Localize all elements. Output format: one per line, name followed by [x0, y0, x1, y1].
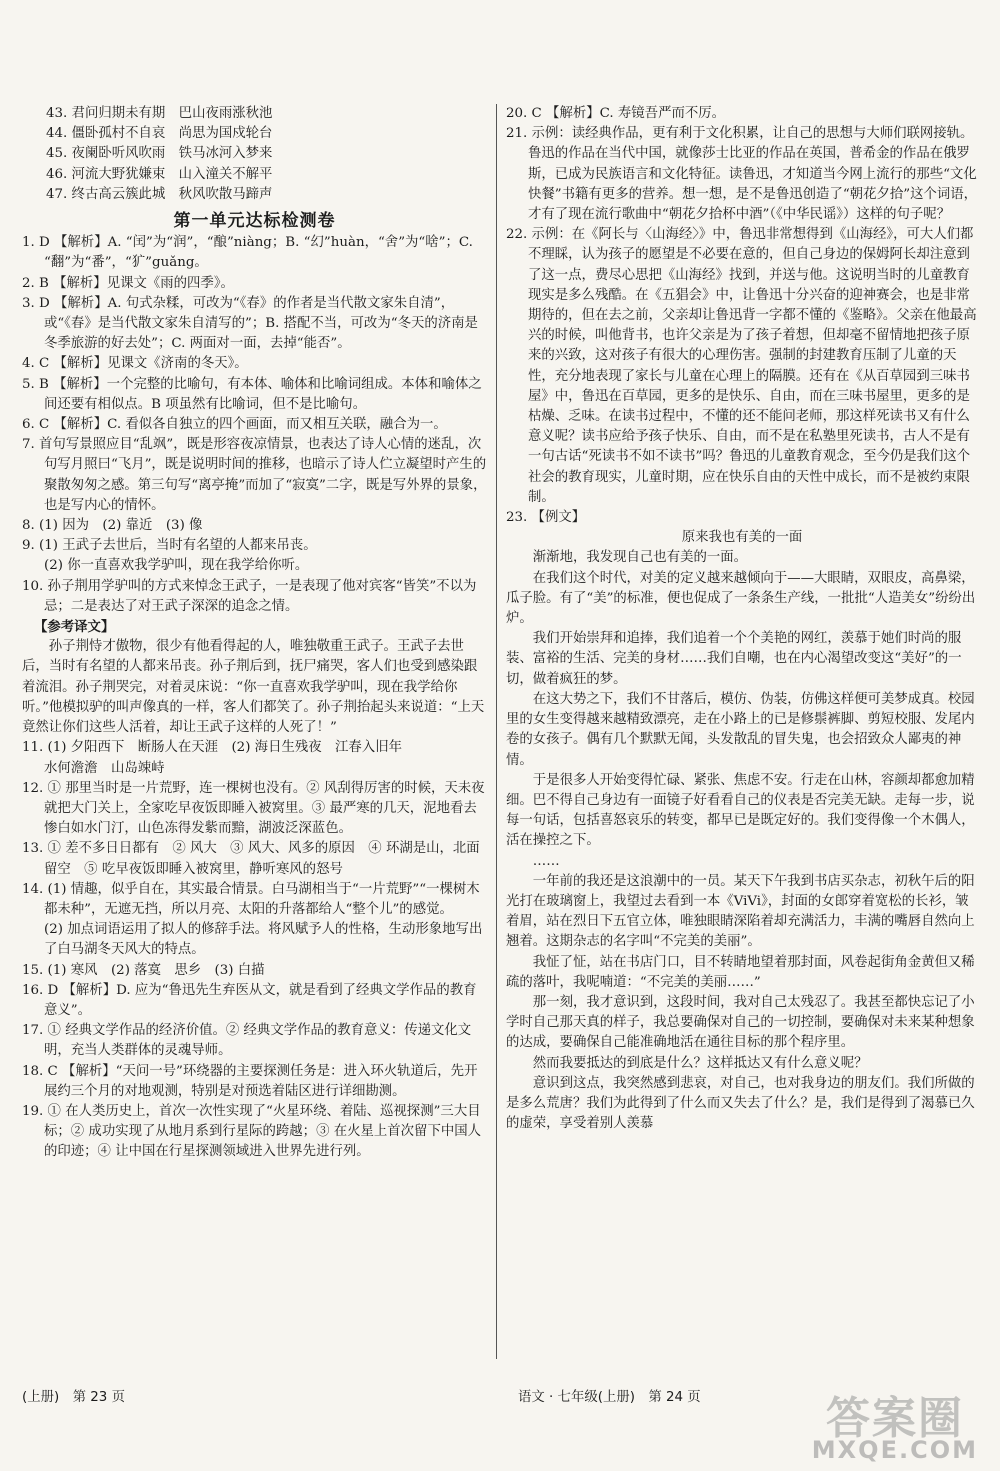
answer-item: 13. ① 差不多日日都有 ② 风大 ③ 风大、风多的原因 ④ 环湖是山，北面留空 ⑤ 吃早夜饭即睡入被窝里，静听寒风的怒号	[22, 841, 480, 877]
essay-paragraph: 一年前的我还是这浪潮中的一员。某天下午我到书店买杂志，初秋午后的阳光打在玻璃窗上，我望过去看到一本《ViVi》，封面的女郎穿着宽松的长衫，皱着眉，站在烈日下五官立体，唯独眼睛深陷着却充满活力，丰满的嘴唇自然向上翘着。这期杂志的名字叫“不完美的美丽”。	[506, 873, 975, 950]
essay-paragraph: ……	[532, 853, 560, 869]
right-column	[506, 104, 978, 1134]
answer-item: 17. ① 经典文学作品的经济价值。② 经典文学作品的教育意义：传递文化文明，充当人类群体的灵魂导师。	[22, 1023, 472, 1059]
answer-item: 14. (1) 情趣，似乎自在，其实最合情景。白马湖相当于“一片荒野”“一棵树木都未种”，无遮无挡，所以月亮、太阳的升落都给人“整个儿”的感觉。	[22, 881, 480, 917]
left-column	[22, 104, 487, 1163]
answer-item: 2. B 【解析】见课文《雨的四季》。	[22, 275, 234, 291]
answer-item: 22. 示例：在《阿长与〈山海经〉》中，鲁迅非常想得到《山海经》，可大人们都不理睬，认为孩子的愿望是不必要在意的，但自己身边的保姆阿长却注意到了这一点，费尽心思把《山海经》找到，并送与他。这说明当时的儿童教育现实是多么残酷。在《五猖会》中，让鲁迅十分兴奋的迎神赛会，也是非常期待的，但在去之前，父亲却让鲁迅背一字都不懂的《鉴略》。父亲在他最高兴的时候，叫他背书，也许父亲是为了孩子着想，但却毫不留情地把孩子原来的兴致，这对孩子有很大的心理伤害。强制的封建教育压制了儿童的天性，充分地表现了家长与儿童在心理上的隔膜。还有在《从百草园到三味书屋》中，鲁迅在百草园，更多的是快乐、自由，而在三味书屋里，更多的是枯燥、乏味。在读书过程中，不懂的还不能问老师，那这样死读书又有什么意义呢？读书应给予孩子快乐、自由，而不是在私塾里死读书，古人不是有一句古话“死读书不如不读书”吗？鲁迅的儿童教育观念，至今仍是我们这个社会的教育现实，儿童时期，应在快乐自由的天性中成长，而不是被约束限制。	[506, 227, 977, 505]
answer-item: 5. B 【解析】一个完整的比喻句，有本体、喻体和比喻词组成。本体和喻体之间还要有相似点。B 项虽然有比喻词，但不是比喻句。	[22, 376, 482, 412]
watermark-url: MXQE.COM	[811, 1436, 978, 1464]
answer-item: 23. 【例文】	[506, 510, 586, 526]
column-divider	[496, 104, 497, 1359]
answer-item: 16. D 【解析】D. 应为“鲁迅先生弃医从文，就是看到了经典文学作品的教育意义”。	[22, 982, 477, 1018]
reference-text: 孙子荆恃才傲物，很少有他看得起的人，唯独敬重王武子。王武子去世后，当时有名望的人都来吊丧。孙子荆后到，抚尸痛哭，客人们也受到感染跟着流泪。孙子荆哭完，对着灵床说：“你一直喜欢我学驴叫，现在我学给你听。”他模拟驴的叫声像真的一样，客人们都笑了。孙子荆抬起头来说道：“上天竟然让你们这些人活着，却让王武子这样的人死了！”	[22, 639, 485, 736]
essay-paragraph: 我怔了怔，站在书店门口，目不转睛地望着那封面，风卷起街角金黄但又稀疏的落叶，我呢喃道：“不完美的美丽……”	[506, 954, 975, 990]
watermark-logo: 答案圈	[826, 1393, 964, 1444]
essay-paragraph: 在这大势之下，我们不甘落后，模仿、伪装，仿佛这样便可美梦成真。校园里的女生变得越来越精致漂亮，走在小路上的已是修鬃裤脚、剪短校服、发尾内卷的女孩子。偶有几个默默无闻，头发散乱的冒失鬼，也会招致众人鄙夷的神情。	[506, 691, 975, 768]
poem-line: 43. 君问归期未有期 巴山夜雨涨秋池	[46, 106, 273, 121]
essay-paragraph: 于是很多人开始变得忙碌、紧张、焦虑不安。行走在山林，容颜却都愈加精细。巴不得自己身边有一面镜子好看看自己的仪表是否完美无缺。走每一步，说每一句话，包括喜怒哀乐的转变，都早已是既定好的。我们变得像一个木偶人，活在操控之下。	[506, 772, 975, 849]
answer-item: 6. C 【解析】C. 看似各自独立的四个画面，而又相互关联，融合为一。	[22, 417, 447, 433]
footer-page-left: (上册) 第 23 页	[22, 1390, 125, 1405]
essay-paragraph: 那一刻，我才意识到，这段时间，我对自己太残忍了。我甚至都快忘记了小学时自己那天真的样子，我总要确保对自己的一切控制，要确保对未来某种想象的达成，要确保自己能准确地活在通往目标的那个程序里。	[506, 994, 975, 1051]
answer-item: 19. ① 在人类历史上，首次一次性实现了“火星环绕、着陆、巡视探测”三大目标；② 成功实现了从地月系到行星际的跨越；③ 在火星上首次留下中国人的印迹；④ 让中国在行星探测领域进入世界先进行列。	[22, 1103, 482, 1160]
essay-paragraph: 然而我要抵达的到底是什么？这样抵达又有什么意义呢？	[532, 1055, 868, 1071]
poem-line: 46. 河流大野犹嫌束 山入潼关不解平	[46, 166, 273, 182]
essay-paragraph: 意识到这点，我突然感到悲哀，对自己，也对我身边的朋友们。我们所做的是多么荒唐？我们为此得到了什么而又失去了什么？是，我们是得到了渴慕已久的虚荣，享受着别人羡慕	[506, 1075, 975, 1132]
poem-line: 44. 僵卧孤村不自哀 尚思为国戍轮台	[46, 126, 273, 142]
answer-subitem: (2) 你一直喜欢我学驴叫，现在我学给你听。	[44, 558, 309, 574]
essay-paragraph: 我们开始崇拜和追捧，我们追着一个个美艳的网红，羡慕于她们时尚的服装、富裕的生活、完美的身材……我们自嘲，也在内心渴望改变这“美好”的一切，做着疯狂的梦。	[506, 631, 962, 687]
answer-item: 15. (1) 寒风 (2) 落寞 思乡 (3) 白描	[22, 962, 265, 978]
answer-subitem: (2) 加点词语运用了拟人的修辞手法。将风赋予人的性格，生动形象地写出了白马湖冬天风大的特点。	[44, 922, 483, 958]
answer-item: 7. 首句写景照应目“乱飒”，既是形容夜凉情景，也表达了诗人心情的迷乱，次句写月照曰“飞月”，既是说明时间的推移，也暗示了诗人伫立凝望时产生的聚散匆匆之感。第三句写“离亭掩”而加了“寂寞”二字，既是写外界的景象，也是写内心的情怀。	[22, 437, 487, 513]
essay-paragraph: 在我们这个时代，对美的定义越来越倾向于——大眼睛，双眼皮，高鼻梁，瓜子脸。有了“美”的标准，便也促成了一条条生产线，一批批“人造美女”纷纷出炉。	[506, 570, 976, 627]
section-heading: 第一单元达标检测卷	[173, 211, 336, 232]
essay-paragraph: 渐渐地，我发现自己也有美的一面。	[532, 550, 748, 566]
answer-item: 20. C 【解析】C. 寿镜吾严而不厉。	[506, 106, 726, 121]
footer-page-right: 语文 · 七年级(上册) 第 24 页	[518, 1390, 701, 1405]
poem-line: 45. 夜阑卧听风吹雨 铁马冰河入梦来	[46, 146, 273, 162]
answer-item: 4. C 【解析】见课文《济南的冬天》。	[22, 356, 248, 372]
poem-line: 47. 终古高云簇此城 秋风吹散马蹄声	[46, 186, 273, 202]
answer-item: 3. D 【解析】A. 句式杂糅，可改为“《春》的作者是当代散文家朱自清”，或“《春》是当代散文家朱自清写的”；B. 搭配不当，可改为“冬天的济南是冬季旅游的好去处”；C. 两面对一面，去掉“能否”。	[22, 295, 478, 352]
answer-item: 10. 孙子荆用学驴叫的方式来悼念王武子，一是表现了他对宾客“皆笑”不以为忌；二是表达了对王武子深深的追念之情。	[22, 578, 477, 614]
answer-item: 11. (1) 夕阳西下 断肠人在天涯 (2) 海日生残夜 江春入旧年	[22, 740, 402, 756]
answer-subitem: 水何澹澹 山岛竦峙	[44, 760, 165, 776]
answer-item: 8. (1) 因为 (2) 靠近 (3) 像	[22, 518, 203, 534]
answer-item: 12. ① 那里当时是一片荒野，连一棵树也没有。② 风刮得厉害的时候，天未夜就把大门关上，全家吃早夜饭即睡入被窝里。③ 最严寒的几天，泥地看去惨白如水门汀，山色冻得发紫而黯，湖波泛深蓝色。	[22, 780, 485, 837]
answer-item: 18. C 【解析】“天问一号”环绕器的主要探测任务是：进入环火轨道后，先开展约三个月的对地观测，特别是对预选着陆区进行详细勘测。	[22, 1063, 478, 1099]
answer-item: 9. (1) 王武子去世后，当时有名望的人都来吊丧。	[22, 538, 317, 554]
poem-list	[22, 104, 487, 205]
answer-item: 1. D 【解析】A. “闰”为“润”，“酿”niàng；B. “幻”huàn，“舍”为“啥”；C. “翻”为“番”，“犷”guǎng。	[22, 235, 473, 271]
reference-label: 【参考译文】	[34, 619, 115, 636]
essay-title: 原来我也有美的一面	[681, 530, 803, 546]
answer-item: 21. 示例：读经典作品，更有利于文化积累，让自己的思想与大师们联网接轨。鲁迅的作品在当代中国，就像莎士比亚的作品在英国，普希金的作品在俄罗斯，已成为民族语言和文化特征。读鲁迅，才知道当今网上流行的那些“文化快餐”书籍有更多的营养。想一想，是不是鲁迅创造了“朝花夕拾”这个词语，才有了现在流行歌曲中“朝花夕拾杯中酒”（《中华民谣》）这样的句子呢？	[506, 126, 978, 223]
